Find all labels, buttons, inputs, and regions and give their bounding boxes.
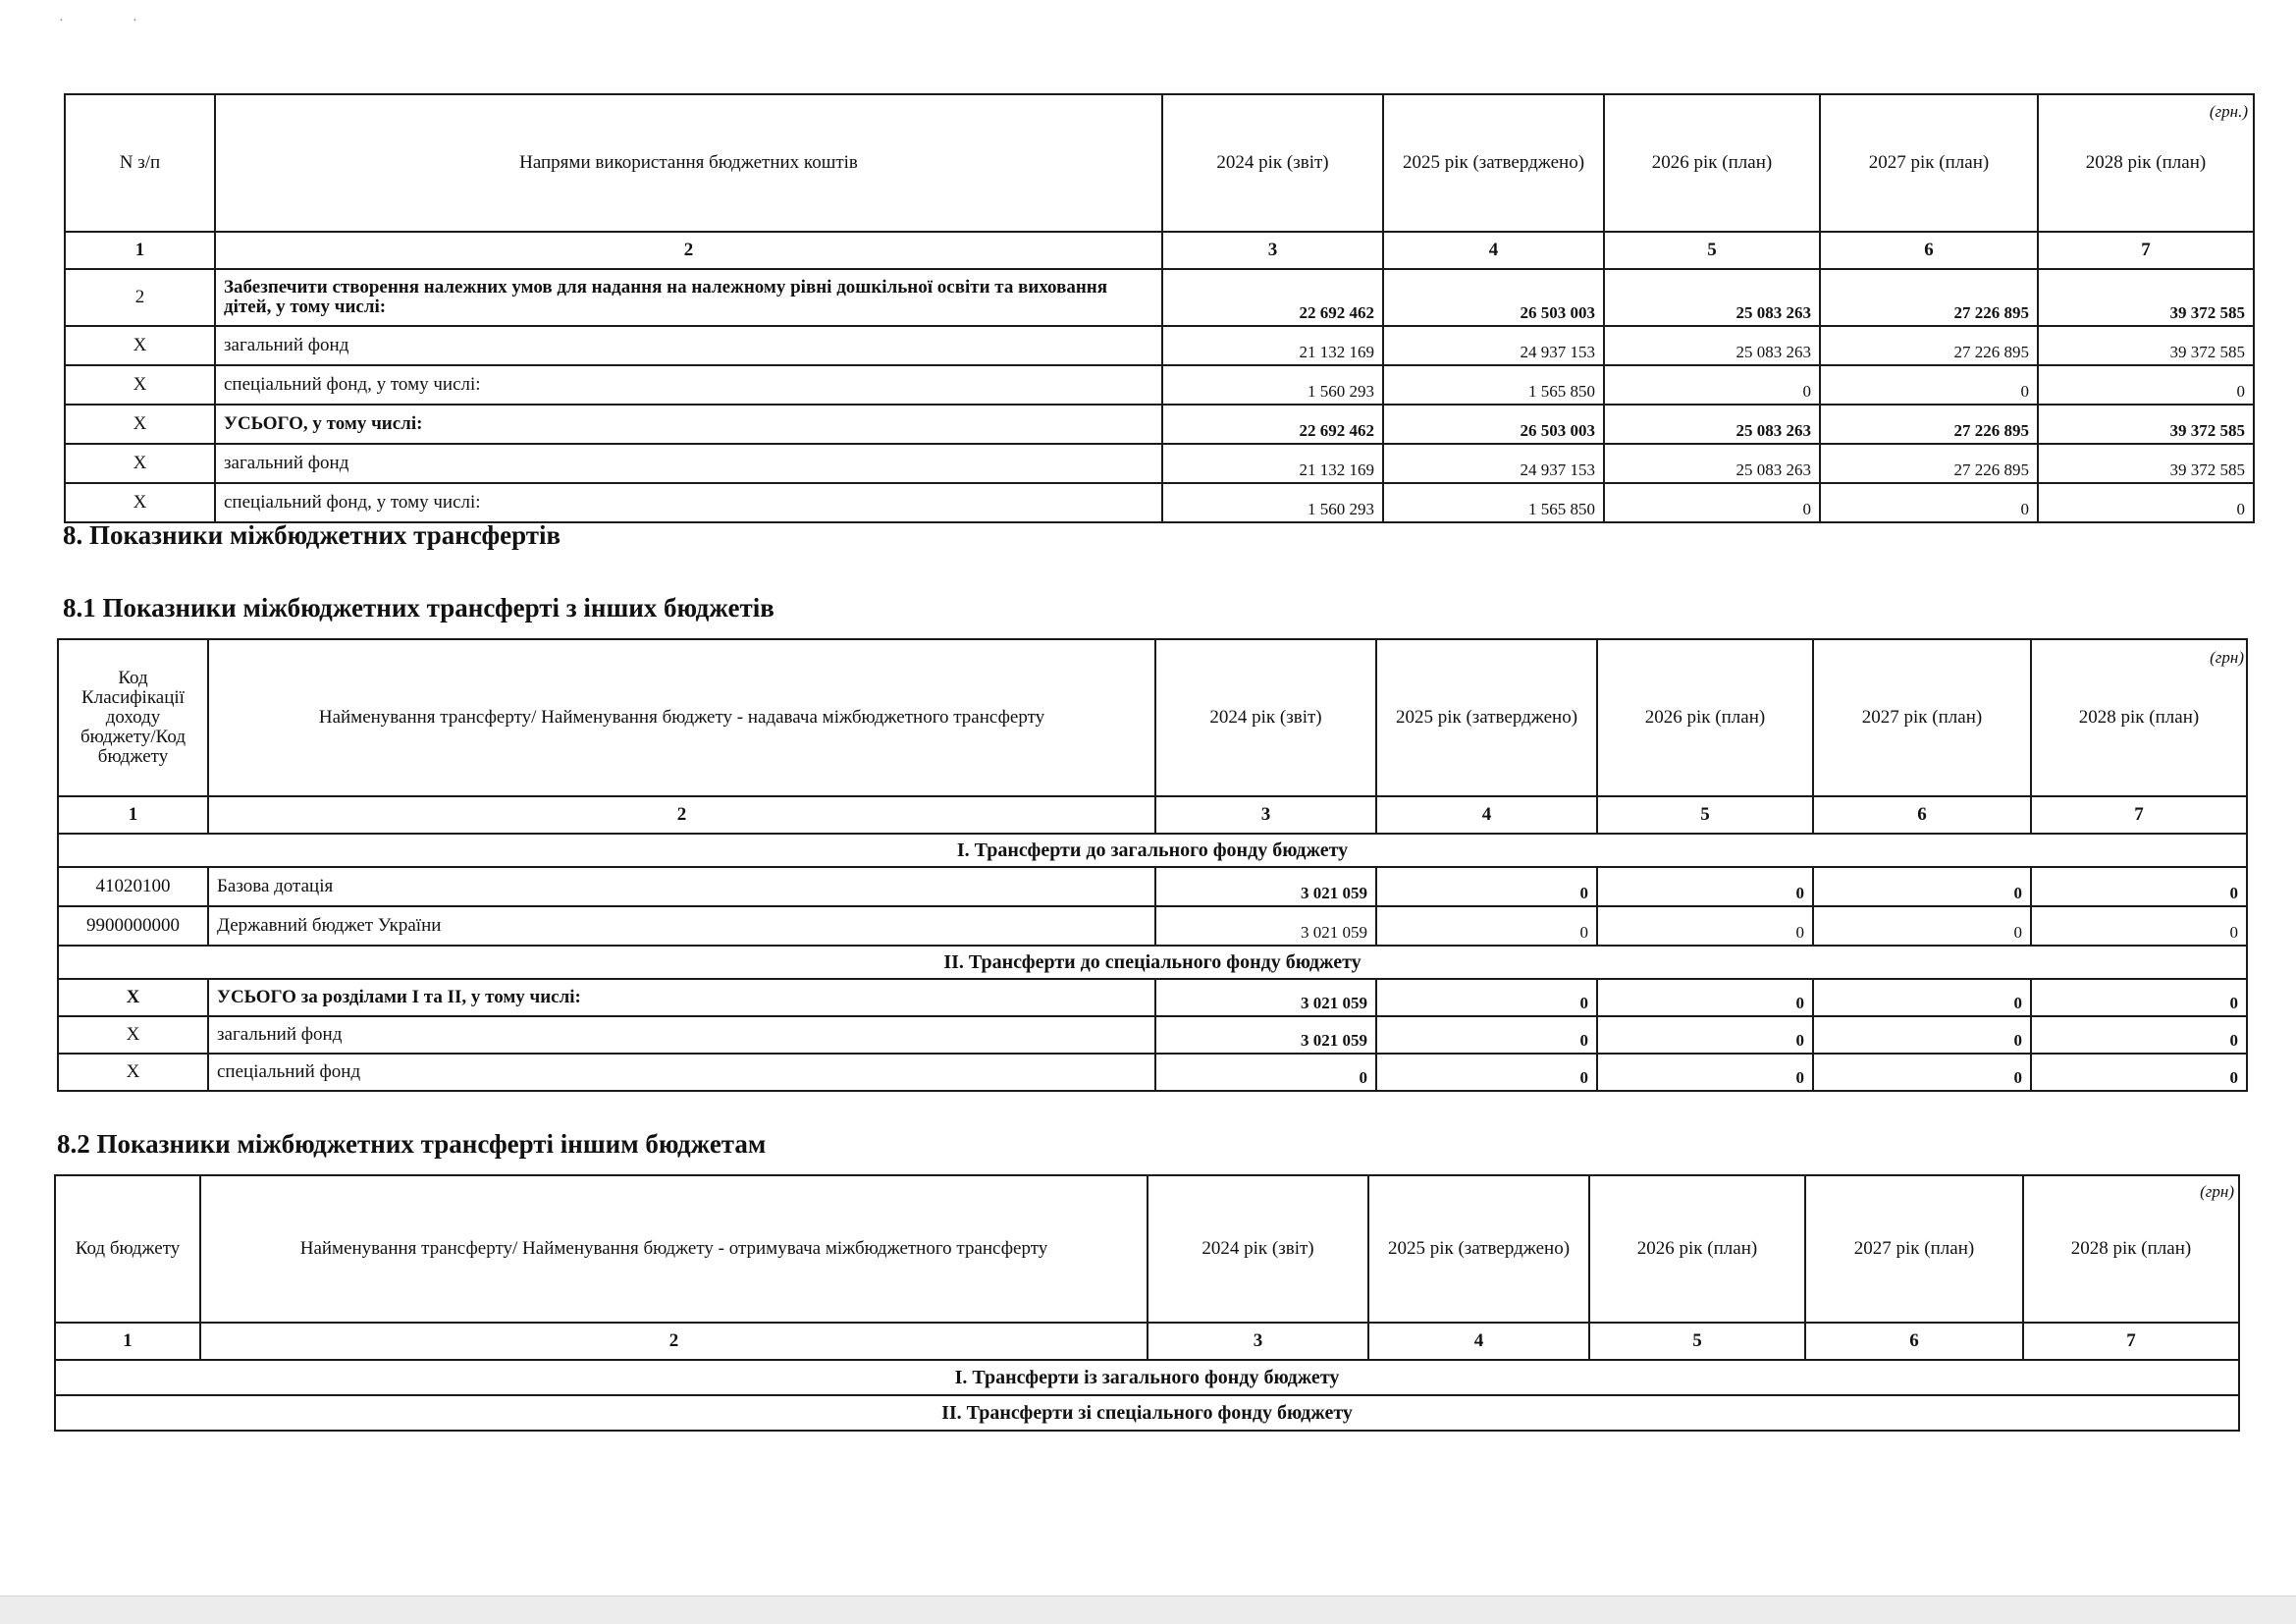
col-header-2027: 2027 рік (план) (1813, 639, 2031, 796)
value-2026: 0 (1597, 979, 1813, 1016)
col-index: 3 (1148, 1323, 1368, 1360)
value-2026: 0 (1597, 1016, 1813, 1054)
value-2026: 25 083 263 (1604, 405, 1820, 444)
row-direction: загальний фонд (215, 444, 1162, 483)
value-2024: 3 021 059 (1155, 867, 1376, 906)
value-2025: 0 (1376, 979, 1597, 1016)
col-header-2025: 2025 рік (затверджено) (1368, 1175, 1589, 1323)
value-2028: 0 (2031, 1054, 2247, 1091)
value-2027: 27 226 895 (1820, 444, 2038, 483)
row-number: 2 (65, 269, 215, 326)
section-8-2-title: 8.2 Показники міжбюджетних трансферті іншим бюджетам (57, 1129, 767, 1159)
table-row (58, 1016, 2247, 1054)
col-header-transfer-name: Найменування трансферту/ Найменування бюджету - надавача міжбюджетного трансферту (208, 639, 1155, 796)
transfers-from-other-budgets-table (57, 638, 2248, 1092)
value-2026: 25 083 263 (1604, 444, 1820, 483)
value-2027: 27 226 895 (1820, 269, 2038, 326)
col-header-2027: 2027 рік (план) (1820, 94, 2038, 232)
transfers-to-other-budgets-table (54, 1174, 2240, 1432)
col-header-2027: 2027 рік (план) (1805, 1175, 2023, 1323)
value-2024: 1 560 293 (1162, 483, 1383, 522)
value-2025: 0 (1376, 867, 1597, 906)
col-index: 2 (215, 232, 1162, 269)
table7-unit: (грн.) (2209, 102, 2248, 121)
row-direction: УСЬОГО, у тому числі: (215, 405, 1162, 444)
row-transfer-name: Державний бюджет України (208, 906, 1155, 946)
value-2024: 22 692 462 (1162, 405, 1383, 444)
col-index: 7 (2023, 1323, 2239, 1360)
value-2025: 0 (1376, 906, 1597, 946)
table-row (58, 1054, 2247, 1091)
col-header-2028: 2028 рік (план) (2023, 1175, 2239, 1323)
value-2026: 0 (1597, 906, 1813, 946)
value-2027: 0 (1813, 979, 2031, 1016)
row-number: Х (65, 365, 215, 405)
col-header-2026: 2026 рік (план) (1597, 639, 1813, 796)
col-index: 7 (2031, 796, 2247, 834)
col-header-2026: 2026 рік (план) (1604, 94, 1820, 232)
col-index: 1 (65, 232, 215, 269)
value-2024: 0 (1155, 1054, 1376, 1091)
row-direction: спеціальний фонд, у тому числі: (215, 483, 1162, 522)
table-row (58, 867, 2247, 906)
table-row (58, 979, 2247, 1016)
section-8-title: 8. Показники міжбюджетних трансфертів (63, 520, 561, 550)
table-row (58, 906, 2247, 946)
value-2027: 0 (1813, 906, 2031, 946)
table-row (65, 483, 2254, 522)
value-2028: 39 372 585 (2038, 326, 2254, 365)
col-header-number: N з/п (65, 94, 215, 232)
value-2025: 24 937 153 (1383, 444, 1604, 483)
col-index: 4 (1368, 1323, 1589, 1360)
row-code: Х (58, 979, 208, 1016)
row-transfer-name: спеціальний фонд (208, 1054, 1155, 1091)
section-separator-special-fund: ІІ. Трансферти до спеціального фонду бюджету (58, 946, 2247, 979)
row-transfer-name: УСЬОГО за розділами І та ІІ, у тому числі: (208, 979, 1155, 1016)
value-2024: 3 021 059 (1155, 1016, 1376, 1054)
value-2025: 0 (1376, 1016, 1597, 1054)
value-2026: 25 083 263 (1604, 326, 1820, 365)
scan-footer-band (0, 1596, 2296, 1624)
col-index: 3 (1155, 796, 1376, 834)
row-code: Х (58, 1054, 208, 1091)
value-2025: 26 503 003 (1383, 269, 1604, 326)
value-2028: 39 372 585 (2038, 405, 2254, 444)
table-row (65, 405, 2254, 444)
col-header-directions: Напрями використання бюджетних коштів (215, 94, 1162, 232)
value-2028: 0 (2031, 1016, 2247, 1054)
row-direction: Забезпечити створення належних умов для надання на належному рівні дошкільної освіти та виховання дітей, у тому числі: (215, 269, 1162, 326)
col-index: 5 (1597, 796, 1813, 834)
value-2027: 0 (1820, 483, 2038, 522)
value-2027: 0 (1813, 1054, 2031, 1091)
value-2028: 0 (2038, 483, 2254, 522)
value-2027: 27 226 895 (1820, 326, 2038, 365)
col-index: 6 (1813, 796, 2031, 834)
row-transfer-name: Базова дотація (208, 867, 1155, 906)
value-2027: 0 (1820, 365, 2038, 405)
value-2024: 22 692 462 (1162, 269, 1383, 326)
section-separator-general-fund: І. Трансферти до загального фонду бюджету (58, 834, 2247, 867)
section-separator-general-fund: І. Трансферти із загального фонду бюджету (55, 1360, 2239, 1395)
row-transfer-name: загальний фонд (208, 1016, 1155, 1054)
value-2027: 0 (1813, 867, 2031, 906)
row-code: 9900000000 (58, 906, 208, 946)
col-index: 1 (58, 796, 208, 834)
col-header-2026: 2026 рік (план) (1589, 1175, 1805, 1323)
value-2024: 3 021 059 (1155, 979, 1376, 1016)
row-direction: спеціальний фонд, у тому числі: (215, 365, 1162, 405)
col-header-2025: 2025 рік (затверджено) (1376, 639, 1597, 796)
value-2025: 26 503 003 (1383, 405, 1604, 444)
value-2025: 24 937 153 (1383, 326, 1604, 365)
row-direction: загальний фонд (215, 326, 1162, 365)
value-2028: 39 372 585 (2038, 269, 2254, 326)
col-index: 6 (1820, 232, 2038, 269)
col-header-2024: 2024 рік (звіт) (1148, 1175, 1368, 1323)
value-2025: 1 565 850 (1383, 483, 1604, 522)
table82-unit: (грн) (2200, 1182, 2234, 1201)
row-code: Х (58, 1016, 208, 1054)
row-number: Х (65, 326, 215, 365)
col-index: 7 (2038, 232, 2254, 269)
section-8-1-title: 8.1 Показники міжбюджетних трансферті з інших бюджетів (63, 593, 774, 623)
value-2028: 0 (2038, 365, 2254, 405)
col-header-code: Код Класифікації доходу бюджету/Код бюджету (58, 639, 208, 796)
section-separator-special-fund: ІІ. Трансферти зі спеціального фонду бюджету (55, 1395, 2239, 1431)
col-index: 4 (1383, 232, 1604, 269)
value-2024: 1 560 293 (1162, 365, 1383, 405)
value-2027: 27 226 895 (1820, 405, 2038, 444)
col-index: 6 (1805, 1323, 2023, 1360)
value-2024: 21 132 169 (1162, 326, 1383, 365)
value-2028: 39 372 585 (2038, 444, 2254, 483)
col-index: 5 (1604, 232, 1820, 269)
col-header-2024: 2024 рік (звіт) (1155, 639, 1376, 796)
value-2026: 0 (1597, 867, 1813, 906)
col-header-budget-code: Код бюджету (55, 1175, 200, 1323)
value-2028: 0 (2031, 906, 2247, 946)
value-2026: 25 083 263 (1604, 269, 1820, 326)
row-number: Х (65, 405, 215, 444)
col-index: 3 (1162, 232, 1383, 269)
value-2026: 0 (1597, 1054, 1813, 1091)
col-header-2024: 2024 рік (звіт) (1162, 94, 1383, 232)
col-header-2025: 2025 рік (затверджено) (1383, 94, 1604, 232)
value-2027: 0 (1813, 1016, 2031, 1054)
row-number: Х (65, 483, 215, 522)
value-2025: 0 (1376, 1054, 1597, 1091)
scan-artifact: · (59, 14, 64, 28)
value-2024: 3 021 059 (1155, 906, 1376, 946)
col-index: 1 (55, 1323, 200, 1360)
col-index: 5 (1589, 1323, 1805, 1360)
scan-artifact: · (133, 14, 137, 28)
col-header-transfer-name: Найменування трансферту/ Найменування бюджету - отримувача міжбюджетного трансферту (200, 1175, 1148, 1323)
col-header-2028: 2028 рік (план) (2031, 639, 2247, 796)
value-2028: 0 (2031, 979, 2247, 1016)
row-number: Х (65, 444, 215, 483)
col-index: 2 (208, 796, 1155, 834)
value-2028: 0 (2031, 867, 2247, 906)
value-2024: 21 132 169 (1162, 444, 1383, 483)
table-row (65, 444, 2254, 483)
table-row (65, 365, 2254, 405)
row-code: 41020100 (58, 867, 208, 906)
col-header-2028: 2028 рік (план) (2038, 94, 2254, 232)
col-index: 4 (1376, 796, 1597, 834)
value-2026: 0 (1604, 483, 1820, 522)
expenditure-directions-table (64, 93, 2255, 523)
value-2026: 0 (1604, 365, 1820, 405)
table-row (65, 269, 2254, 326)
table-row (65, 326, 2254, 365)
col-index: 2 (200, 1323, 1148, 1360)
table81-unit: (грн) (2210, 648, 2244, 667)
value-2025: 1 565 850 (1383, 365, 1604, 405)
